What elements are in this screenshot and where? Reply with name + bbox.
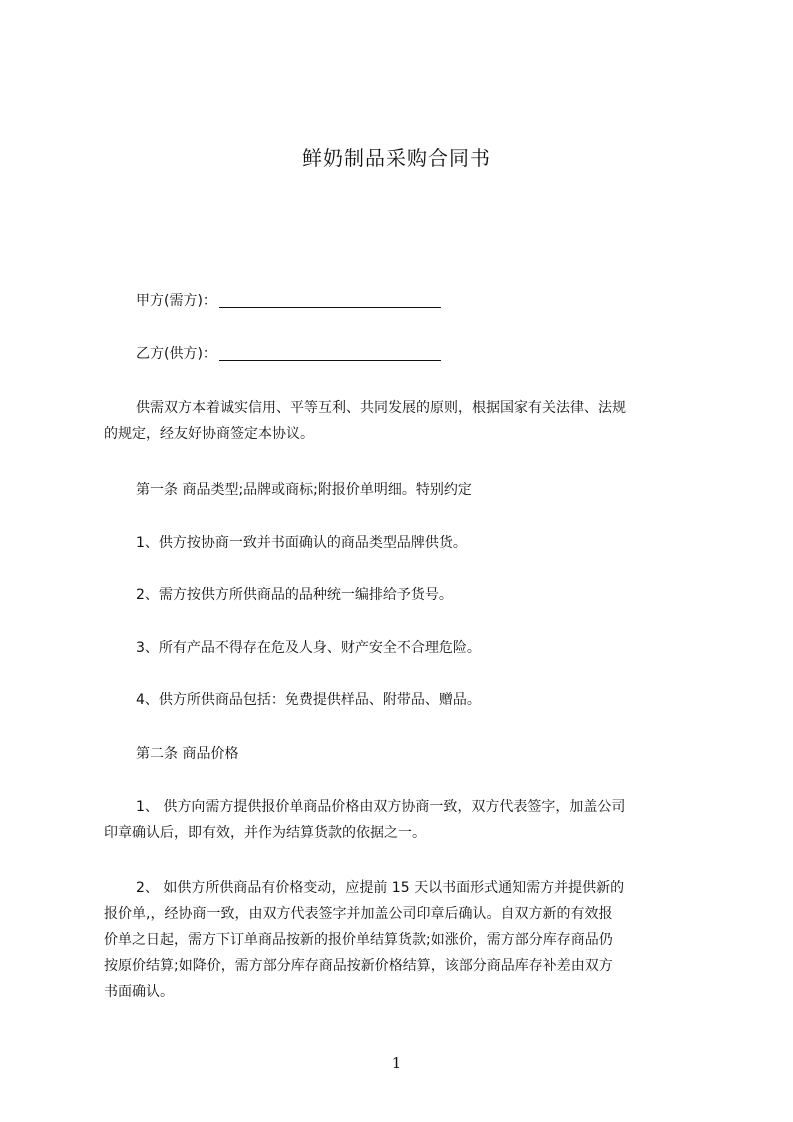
article2-clause2-line-1: 2、 如供方所供商品有价格变动，应提前 15 天以书面形式通知需方并提供新的 xyxy=(136,880,625,896)
article2-clause2-line-2: 报价单,，经协商一致，由双方代表签字并加盖公司印章后确认。自双方新的有效报 xyxy=(104,906,613,922)
article2-clause2-line-4: 按原价结算;如降价，需方部分库存商品按新价格结算，该部分商品库存补差由双方 xyxy=(104,958,613,974)
article2-clause1-line-1: 1、 供方向需方提供报价单商品价格由双方协商一致，双方代表签字，加盖公司 xyxy=(136,799,626,815)
article1-item-2: 2、需方按供方所供商品的品种统一编排给予货号。 xyxy=(136,587,453,603)
article2-clause2-line-5: 书面确认。 xyxy=(104,984,174,1000)
article1-item-3: 3、所有产品不得存在危及人身、财产安全不合理危险。 xyxy=(136,640,481,656)
intro-line-1: 供需双方本着诚实信用、平等互利、共同发展的原则，根据国家有关法律、法规 xyxy=(136,400,626,416)
article1-heading: 第一条 商品类型;品牌或商标;附报价单明细。特别约定 xyxy=(136,482,472,498)
party-b-line xyxy=(136,345,441,363)
article1-item-1: 1、供方按协商一致并书面确认的商品类型品牌供货。 xyxy=(136,535,467,551)
party-a-line xyxy=(136,292,441,310)
party-b-blank xyxy=(219,346,441,361)
article1-item-4: 4、供方所供商品包括：免费提供样品、附带品、赠品。 xyxy=(136,692,481,708)
document-title: 鲜奶制品采购合同书 xyxy=(302,146,491,170)
intro-line-2: 的规定，经友好协商签定本协议。 xyxy=(104,426,314,442)
article2-clause1-line-2: 印章确认后，即有效，并作为结算货款的依据之一。 xyxy=(104,825,426,841)
party-a-label: 甲方(需方)： xyxy=(136,293,217,309)
article2-clause2-line-3: 价单之日起，需方下订单商品按新的报价单结算货款;如涨价，需方部分库存商品仍 xyxy=(104,932,613,948)
party-b-label: 乙方(供方)： xyxy=(136,346,217,362)
party-a-blank xyxy=(219,293,441,308)
article2-heading: 第二条 商品价格 xyxy=(136,746,239,762)
page-number: 1 xyxy=(391,1054,402,1072)
